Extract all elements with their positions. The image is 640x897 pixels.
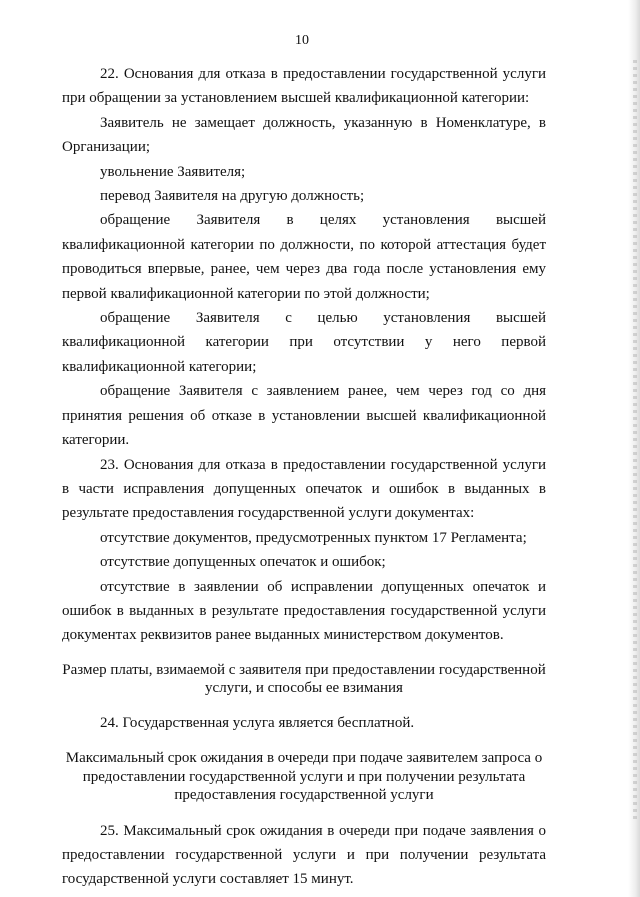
section-22-item: обращение Заявителя с целью установления высшей квалификационной категории при отсутствии у него первой квалификационной категории; (62, 310, 546, 375)
section-22-item: обращение Заявителя в целях установления высшей квалификационной категории по должности, по которой аттестация будет проводиться впервые, ранее, чем через два года после установления ему первой квалификационной категории по этой должности; (62, 212, 546, 302)
section-25: 25. Максимальный срок ожидания в очереди при подаче заявления о предоставлении государственной услуги и при получении результата государственной услуги составляет 15 минут. (62, 822, 546, 888)
section-22-item: перевод Заявителя на другую должность; (100, 188, 365, 205)
section-23-item: отсутствие допущенных опечаток и ошибок; (100, 554, 386, 571)
section-22-item: увольнение Заявителя; (100, 163, 246, 180)
section-23-intro: 23. Основания для отказа в предоставлении государственной услуги в части исправления допущенных опечаток и ошибок в выданных в результате предоставления государственной услуги документах: (62, 456, 546, 522)
section-24: 24. Государственная услуга является бесплатной. (100, 714, 415, 731)
section-22-intro: 22. Основания для отказа в предоставлении государственной услуги при обращении за установлением высшей квалификационной категории: (62, 66, 546, 107)
page-number: 10 (295, 33, 309, 48)
section-23-item: отсутствие в заявлении об исправлении допущенных опечаток и ошибок в выданных в результате предоставления государственной услуги документах реквизитов ранее выданных министерством документов. (62, 578, 546, 644)
section-23-item: отсутствие документов, предусмотренных пунктом 17 Регламента; (100, 529, 527, 546)
fee-section-heading: Размер платы, взимаемой с заявителя при предоставлении государственной услуги, и способы ее взимания (62, 661, 546, 697)
page-content (62, 62, 546, 892)
bleed-through-text (633, 60, 637, 820)
scan-edge-shadow (628, 0, 640, 897)
waiting-time-section-heading: Максимальный срок ожидания в очереди при подаче заявителем запроса о предоставлении государственной услуги и при получении результата предоставления государственной услуги (65, 750, 543, 804)
section-22-item: обращение Заявителя с заявлением ранее, чем через год со дня принятия решения об отказе в установлении высшей квалификационной категории. (62, 383, 546, 449)
section-22-item: Заявитель не замещает должность, указанную в Номенклатуре, в Организации; (62, 114, 546, 156)
